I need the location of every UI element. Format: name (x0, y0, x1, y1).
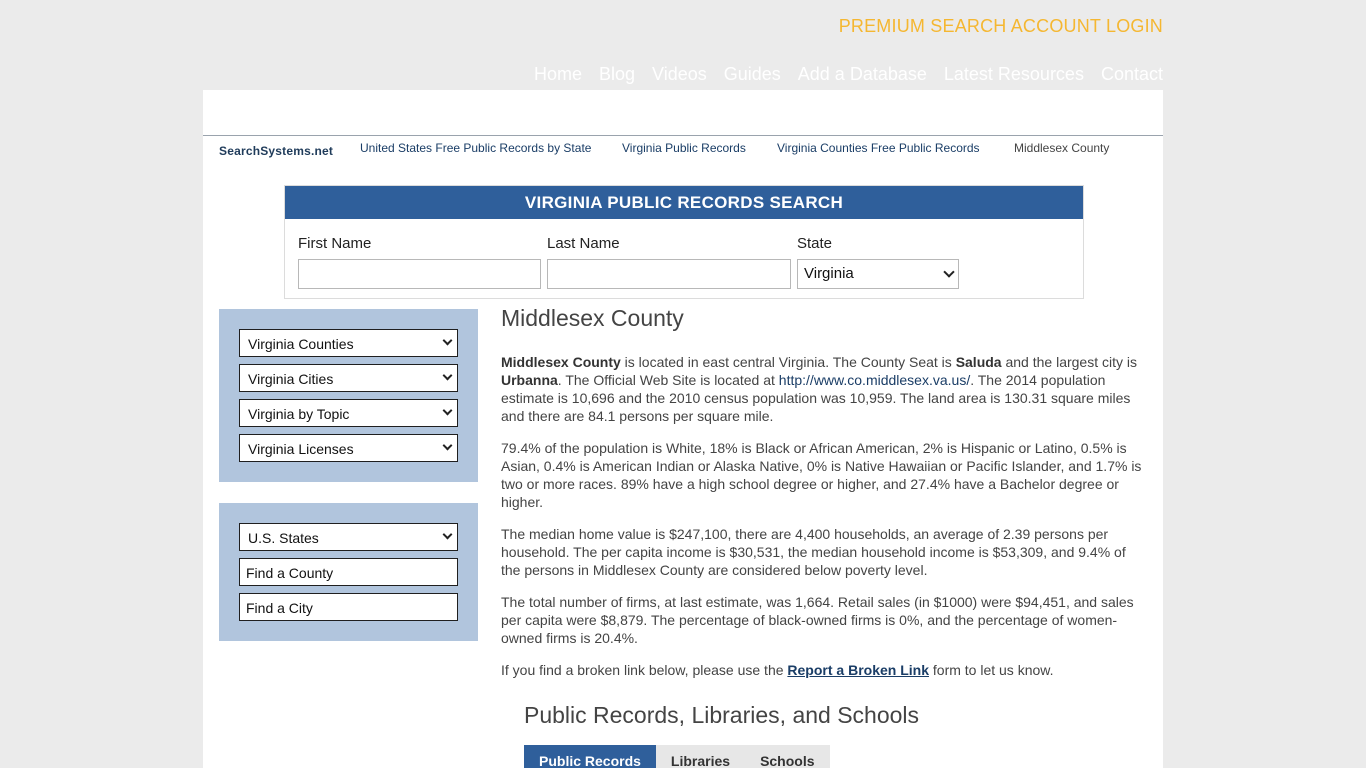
state-select[interactable] (797, 259, 959, 289)
breadcrumb-us-records[interactable]: United States Free Public Records by State (360, 141, 592, 155)
nav-home[interactable]: Home (533, 64, 582, 84)
first-name-field[interactable] (298, 259, 541, 289)
sidebar-virginia-menu (219, 309, 478, 482)
records-section-title: Public Records, Libraries, and Schools (524, 702, 920, 728)
tab-libraries[interactable]: Libraries (656, 745, 745, 768)
nav-add-database[interactable]: Add a Database (797, 64, 927, 84)
nav-videos[interactable]: Videos (652, 64, 707, 84)
us-states-select[interactable] (239, 523, 458, 551)
overview-text-3: . The Official Web Site is located at (557, 372, 779, 388)
income-paragraph: The median home value is $247,100, there are 4,400 households, an average of 2.39 persons per household. The per capita income is $30,531, the median household income is $53,309, and 9.4% of the persons in Middlesex County are considered below poverty level. (501, 526, 1126, 578)
find-city-input[interactable] (239, 593, 458, 621)
report-broken-link[interactable]: Report a Broken Link (787, 662, 929, 678)
records-tabs (524, 745, 830, 768)
broken-link-text-2: form to let us know. (929, 662, 1054, 678)
chevron-down-icon (443, 441, 453, 451)
main-nav (534, 64, 1163, 85)
header-band (203, 90, 1163, 136)
main-panel (203, 136, 1163, 768)
virginia-licenses-label: Virginia Licenses (248, 441, 354, 457)
breadcrumb (219, 141, 1149, 161)
nav-guides[interactable]: Guides (723, 64, 781, 84)
official-site-link[interactable]: http://www.co.middlesex.va.us/ (778, 372, 971, 388)
chevron-down-icon (443, 371, 453, 381)
largest-city: Urbanna (501, 372, 558, 388)
nav-latest-resources[interactable]: Latest Resources (943, 64, 1084, 84)
state-select-value: Virginia (804, 265, 854, 282)
virginia-counties-label: Virginia Counties (248, 336, 354, 352)
county-name: Middlesex County (501, 354, 621, 370)
chevron-down-icon (443, 406, 453, 416)
county-seat: Saluda (955, 354, 1002, 370)
virginia-topic-select[interactable] (239, 399, 458, 427)
broken-link-paragraph (501, 661, 1146, 679)
breadcrumb-virginia-counties[interactable]: Virginia Counties Free Public Records (777, 141, 980, 155)
nav-contact[interactable]: Contact (1100, 64, 1163, 84)
tab-schools[interactable]: Schools (745, 745, 829, 768)
find-county-placeholder: Find a County (246, 565, 334, 581)
find-county-input[interactable] (239, 558, 458, 586)
breadcrumb-current: Middlesex County (1014, 141, 1110, 155)
nav-blog[interactable]: Blog (598, 64, 636, 84)
breadcrumb-brand[interactable]: SearchSystems.net (219, 144, 334, 158)
chevron-down-icon (443, 530, 453, 540)
virginia-cities-select[interactable] (239, 364, 458, 392)
premium-login-link[interactable]: PREMIUM SEARCH ACCOUNT LOGIN (838, 16, 1163, 36)
broken-link-text-1: If you find a broken link below, please use the (501, 662, 788, 678)
overview-text-4: . The 2014 population estimate is 10,696 and the 2010 census population was 10,959. The land area is 130.31 square miles and there are 84.1 persons per square mile. (501, 372, 1131, 424)
sidebar-us-menu (219, 503, 478, 641)
page-title: Middlesex County (501, 305, 684, 331)
virginia-topic-label: Virginia by Topic (248, 406, 350, 422)
find-city-placeholder: Find a City (246, 600, 313, 616)
virginia-licenses-select[interactable] (239, 434, 458, 462)
tab-public-records[interactable]: Public Records (524, 745, 656, 768)
virginia-counties-select[interactable] (239, 329, 458, 357)
search-title: VIRGINIA PUBLIC RECORDS SEARCH (285, 186, 1083, 219)
us-states-label: U.S. States (248, 530, 319, 546)
business-paragraph: The total number of firms, at last estimate, was 1,664. Retail sales (in $1000) were $94,451, and sales per capita were $8,879. The percentage of black-owned firms is 0%, and the percentage of women-owned firms is 20.4%. (501, 594, 1134, 646)
records-search-form (284, 185, 1084, 299)
county-overview (501, 353, 1146, 425)
last-name-field[interactable] (547, 259, 791, 289)
chevron-down-icon (443, 336, 453, 346)
first-name-label: First Name (298, 235, 372, 252)
state-label: State (797, 235, 833, 252)
last-name-label: Last Name (547, 235, 620, 252)
county-content (501, 304, 1146, 693)
breadcrumb-virginia-records[interactable]: Virginia Public Records (622, 141, 746, 155)
chevron-down-icon (943, 266, 954, 277)
virginia-cities-label: Virginia Cities (248, 371, 334, 387)
overview-text-1: is located in east central Virginia. The County Seat is (620, 354, 956, 370)
overview-text-2: and the largest city is (1001, 354, 1137, 370)
demographics-paragraph: 79.4% of the population is White, 18% is Black or African American, 2% is Hispanic or Latino, 0.5% is Asian, 0.4% is American Indian or Alaska Native, 0% is Native Hawaiian or Pacific Islander, and 1.7% is two or more races. 89% have a high school degree or higher, and 27.4% have a Bachelor degree or higher. (501, 440, 1142, 510)
